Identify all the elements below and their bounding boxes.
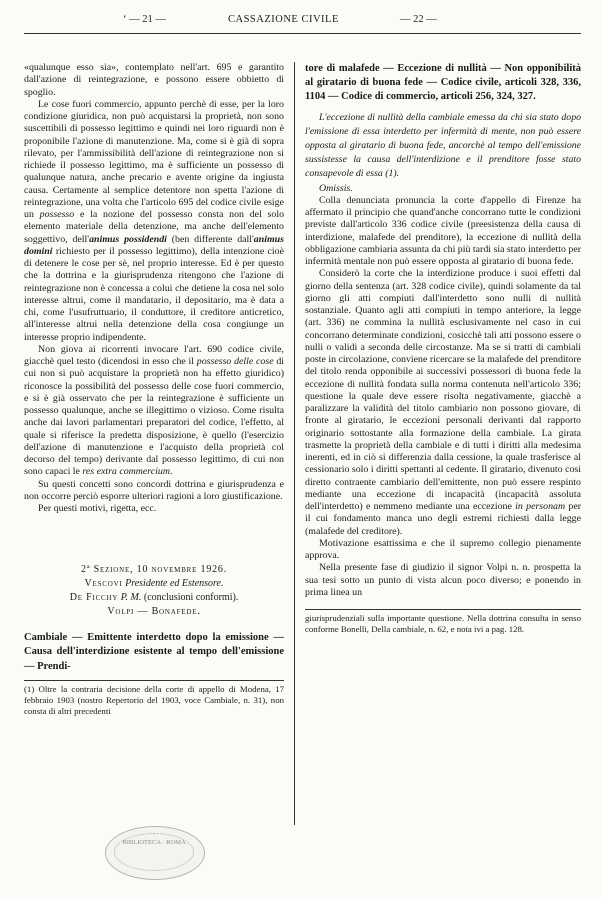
paragraph: Le cose fuori commercio, appunto perchè di esse, per la loro condizione giuridica, non può acquistarsi la proprietà, non sono suscettibili di possesso legittimo e quindi nei loro riguardi non è proponibile l'azione di manutenzione. Ma, come si è già di sopra rilevato, per l'ammissibilità dell'azione di reintegrazione non si richiede il possesso legittimo, ma è sufficiente un possesso di qualunque natura, anche precario e avente origine da ingiusta causa. Certamente al semplice detentore non spetta l'azione di reintegrazione, una volta che l'articolo 695 del codice civile esige un possesso e la nozione del possesso consta non del solo elemento materiale della detenzione, ma anche dell'elemento soggettivo, dell'animus possidendi (ben differente dall'animus domini richiesto per il possesso legittimo), della intenzione cioè di detenere le cose per sè, nel proprio interesse. Ed è per questo che la dottrina e la giurisprudenza ritengono che l'azione di reintegrazione non è concessa a colui che detiene la cosa nel solo interesse altrui, come il mandatario, il depositario, ma è data a chi, come l'usufruttuario, il conduttore, il creditore anticretico, all'interesse altrui nella detenzione della cosa congiunge un interesse proprio indipendente.: [24, 98, 285, 343]
paragraph: Su questi concetti sono concordi dottrina e giurisprudenza e non occorre perciò esporre ulteriori ragioni a loro giustificazione.: [24, 478, 284, 502]
footnote: giurisprudenziali sulla importante questione. Nella dottrina consulta in senso conforme Bonelli, Della cambiale, n. 62, e nota ivi a pag. 128.: [305, 613, 581, 635]
column-divider: [294, 62, 295, 825]
footnote-area: [305, 609, 581, 635]
paragraph: Considerò la corte che la interdizione produce i suoi effetti dal giorno della sentenza (art. 328 codice civile), quindi solamente da tal giorno gli atti compiuti dall'interdetto sono nulli di nullità sostanziale. Quanto agli atti compiuti in tempo anteriore, la legge (art. 336) ne commina la nullità esclusivamente nel caso in cui concorrano determinate condizioni, cosicchè tali atti possono essere o nulli o validi a seconda delle circostanze. Ma se si tratti di cambiali poste in circolazione, conviene ricercare se la malafede del prenditore del titolo renda opponibile ai successivi possessori di buona fede la eccezione di nullità fondata sulla norma contenuta nell'articolo 336; questione la quale deve essere risolta negativamente, giacchè a paralizzare la validità del titolo cambiario non possono giovare, di fronte al giratario, le eccezioni personali derivanti dal rapporto originario sottostante alla formazione della cambiale. La girata trasmette la proprietà della cambiale e di tutti i diritti alla medesima inerenti, ed in ciò si differenzia dalla cessione, la quale trasferisce al cessionario solo i diritti spettanti al cedente. Il giratario, divenuto così diretto contraente cambiario dell'emittente, non può essere respinto mediante una eccezione di incapacità (incapacità assoluta dell'interdetto) e nemmeno mediante una eccezione in personam per il cui fondamento manca uno degli estremi richiesti dalla legge (malafede del creditore).: [305, 268, 582, 537]
paragraph: «qualunque esso sia», contemplato nell'art. 695 e garantito dall'azione di reintegrazione, e possono essere obbietto di spoglio.: [24, 62, 284, 98]
library-stamp: [105, 826, 205, 880]
paragraph: Non giova ai ricorrenti invocare l'art. 690 codice civile, giacchè quel testo (dicendosi in esso che il possesso delle cose di cui non si può acquistare la proprietà non ha effetto giuridico) riconosce la possibilità del possesso delle cose fuori commercio, e si è già osservato che per la reintegrazione è sufficiente un possesso qualunque, anche se illegittimo o vizioso. Come risulta anche dai lavori parlamentari preparatori del codice, l'effetto, al quale si riferisce la predetta disposizione, è quello (l'esercizio dell'azione di manutenzione e l'acquisto della proprietà col decorso del tempo) derivante dal possesso legittimo, di cui non sono capaci le res extra commercium.: [24, 343, 285, 478]
paragraph: Colla denunciata pronuncia la corte d'appello di Firenze ha affermato il principio che quand'anche concorrano tutte le condizioni previste dall'articolo 336 codice civile (preesistenza della causa di interdizione, malafede del prenditore), la eccezione di nullità della obbligazione cambiaria assunta da chi più tardi sia stato interdetto per infermità mentale non può essere opposta al giratario di buona fede.: [305, 194, 581, 268]
right-column: [305, 62, 581, 635]
court-parties: Volpi — Bonafede.: [107, 606, 201, 618]
court-date: 2ª Sezione, 10 novembre 1926.: [80, 564, 228, 576]
omissis: Omissis.: [319, 182, 353, 194]
maxim: L'eccezione di nullità della cambiale emessa da chi sia stato dopo l'emissione di essa interdetto per infermità di mente, non può essere opposta al giratario di buona fede, ancorchè al tempo dell'emissione sussistesse la causa dell'interdizione e il prenditore fosse stato consapevole di essa (1).: [305, 111, 581, 179]
paragraph: Per questi motivi, rigetta, ecc.: [38, 503, 157, 514]
footnote-rule: [305, 609, 581, 610]
header-rule: [24, 33, 581, 34]
running-title: CASSAZIONE CIVILE: [228, 14, 339, 25]
page-header: [0, 14, 602, 30]
stamp-text: BIBLIOTECA · ROMA: [114, 833, 194, 871]
page-number-left: ‘ — 21 —: [123, 14, 166, 25]
paragraph: Motivazione esattissima e che il supremo collegio pienamente approva.: [305, 537, 581, 562]
footnote-area: [24, 680, 284, 717]
case-caption: Cambiale — Emittente interdetto dopo la emissione — Causa dell'interdizione esistente al tempo dell'emissione — Prendi-: [24, 632, 284, 672]
left-column: [24, 62, 284, 717]
footnote: (1) Oltre la contraria decisione della corte di appello di Modena, 17 febbraio 1903 (nostro Repertorio del 1903, voce Cambiale, n. 31), non consta di altri precedenti: [24, 683, 284, 716]
page-number-right: — 22 —: [400, 14, 437, 25]
paragraph: Nella presente fase di giudizio il signor Volpi n. n. prospetta la sua tesi sotto un punto di vista alcun poco diverso; e ponendo in prima linea un: [305, 562, 581, 598]
case-caption-continued: tore di malafede — Eccezione di nullità — Non opponibilità al giratario di buona fede — Codice civile, articoli 328, 336, 1104 — Codice di commercio, articoli 256, 324, 327.: [305, 63, 581, 103]
footnote-rule: [24, 680, 284, 681]
court-heading: [24, 563, 284, 619]
court-pm: De Ficchy P. M. (conclusioni conformi).: [69, 592, 239, 604]
court-president: Vescovi Presidente ed Estensore.: [84, 578, 224, 590]
